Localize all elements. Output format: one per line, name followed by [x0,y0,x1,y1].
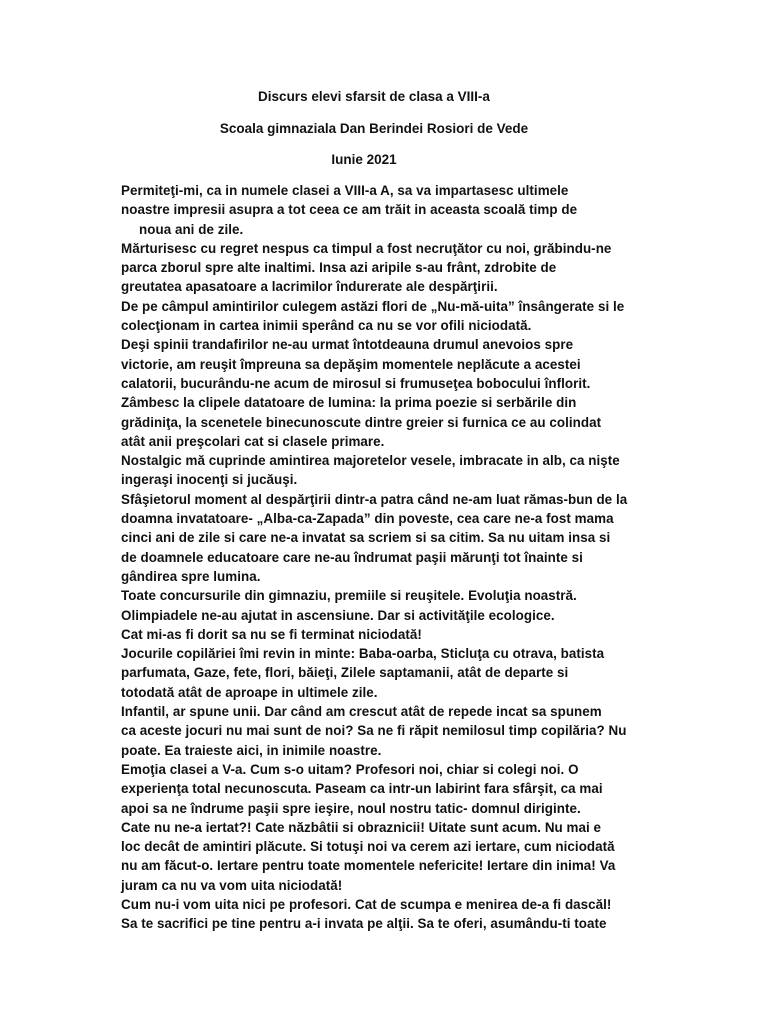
speech-line: Emoţia clasei a V-a. Cum s-o uitam? Profesori noi, chiar si colegi noi. O [121,761,579,777]
speech-line: Deşi spinii trandafirilor ne-au urmat întotdeauna drumul anevoios spre [121,337,574,353]
speech-line: Toate concursurile din gimnaziu, premiile si reuşitele. Evoluţia noastră. [121,588,577,604]
speech-line: gândirea spre lumina. [121,568,261,584]
speech-line: Jocurile copilăriei îmi revin in minte: Baba-oarba, Sticluţa cu otrava, batista [121,646,605,662]
document-title: Discurs elevi sfarsit de clasa a VIII-a [258,89,490,104]
speech-line: experienţa total necunoscuta. Paseam ca intr-un labirint fara sfârşit, ca mai [121,781,603,797]
speech-line: Infantil, ar spune unii. Dar când am crescut atât de repede incat sa spunem [121,704,602,720]
speech-line: colecţionam in cartea inimii sperând ca nu se vor ofili niciodată. [121,318,532,334]
speech-line: Cat mi-as fi dorit sa nu se fi terminat niciodată! [121,626,422,642]
speech-line: apoi sa ne îndrume paşii spre ieşire, noul nostru tatic- domnul diriginte. [121,800,581,816]
speech-line: noua ani de zile. [139,221,244,237]
speech-line: ca aceste jocuri nu mai sunt de noi? Sa ne fi răpit nemilosul timp copilăria? Nu [121,723,627,739]
speech-line: ingeraşi inocenţi si jucăuşi. [121,472,298,488]
document-date: Iunie 2021 [331,152,397,167]
speech-line: Sfâşietorul moment al despărţirii dintr-a patra când ne-am luat rămas-bun de la [121,491,628,507]
speech-line: Nostalgic mă cuprinde amintirea majoretelor vesele, imbracate in alb, ca nişte [121,453,620,469]
speech-line: parfumata, Gaze, fete, flori, băieţi, Zilele saptamanii, atât de departe si [121,665,569,681]
speech-line: Cate nu ne-a iertat?! Cate năzbâtii si obraznicii! Uitate sunt acum. Nu mai e [121,819,602,835]
speech-line: calatorii, bucurându-ne acum de mirosul si frumuseţea bobocului înflorit. [121,375,591,391]
speech-line: Permiteţi-mi, ca in numele clasei a VIII-a A, sa va impartasesc ultimele [121,183,569,198]
speech-line: grădiniţa, la scenetele binecunoscute dintre greier si furnica ce au colindat [121,414,602,430]
speech-line: nu am făcut-o. Iertare pentru toate momentele nefericite! Iertare din inima! Va [121,858,616,874]
speech-line: Olimpiadele ne-au ajutat in ascensiune. Dar si activităţile ecologice. [121,607,555,623]
speech-line: noastre impresii asupra a tot ceea ce am trăit in aceasta scoală timp de [121,202,578,218]
speech-line: loc decât de amintiri plăcute. Si totuşi noi va cerem azi iertare, cum niciodată [121,839,615,855]
speech-line: greutatea apasatoare a lacrimilor îndurerate ale despărţirii. [121,279,498,295]
school-name: Scoala gimnaziala Dan Berindei Rosiori de Vede [219,121,529,136]
speech-line: Mărturisesc cu regret nespus ca timpul a fost necruţător cu noi, grăbindu-ne [121,240,612,256]
speech-line: victorie, am reuşit împreuna sa depăşim momentele neplăcute a acestei [121,356,581,372]
speech-line: Sa te sacrifici pe tine pentru a-i invata pe alţii. Sa te oferi, asumându-ti toate [121,916,607,932]
speech-line: De pe câmpul amintirilor culegem astăzi flori de „Nu-mă-uita” însângerate si le [121,298,625,314]
speech-body [121,181,661,934]
speech-line: cinci ani de zile si care ne-a invatat sa scriem si sa citim. Sa nu uitam insa si [121,530,611,546]
speech-line: parca zborul spre alte inaltimi. Insa azi aripile s-au frânt, zdrobite de [121,260,557,276]
speech-line: doamna invatatoare- „Alba-ca-Zapada” din poveste, cea care ne-a fost mama [121,511,614,527]
speech-line: Cum nu-i vom uita nici pe profesori. Cat de scumpa e menirea de-a fi dascăl! [121,896,612,912]
speech-line: de doamnele educatoare care ne-au îndrumat paşii mărunţi tot înainte si [121,549,583,565]
speech-line: poate. Ea traieste aici, in inimile noastre. [121,742,382,758]
speech-line: juram ca nu va vom uita niciodată! [121,877,343,893]
speech-line: Zâmbesc la clipele datatoare de lumina: la prima poezie si serbările din [121,395,577,411]
speech-line: atât anii preşcolari cat si clasele primare. [121,433,385,449]
speech-line: totodată atât de aproape in ultimele zile. [121,684,378,700]
